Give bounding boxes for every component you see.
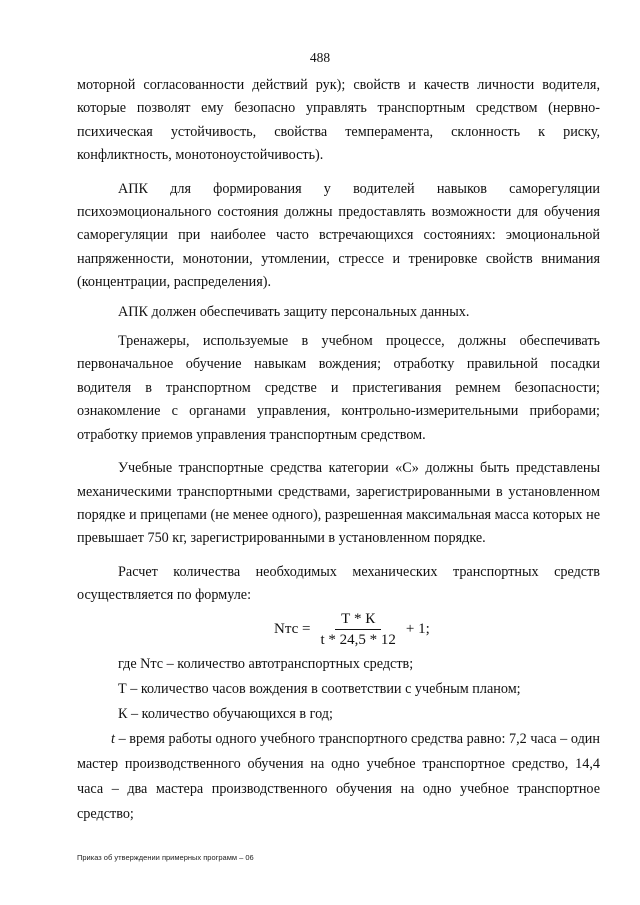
- definition-k: К – количество обучающихся в год;: [118, 706, 333, 722]
- paragraph-2: АПК для формирования у водителей навыков саморегуляции психоэмоционального состояния должны предоставлять возможности для обучения саморегуляции при наиболее часто встречающихся состояниях: эмоциональной напряженности, монотонии, утомлении, стрессе и тренировке свойств внимания (концентрации, распределения).: [77, 180, 600, 291]
- footer-note: Приказ об утверждении примерных программ – 06: [77, 853, 254, 862]
- formula-rhs: + 1;: [405, 621, 430, 637]
- definition-t-time-text: – время работы одного учебного транспортного средства равно: 7,2 часа – один мастер производственного обучения на одно учебное транспортное средство, 14,4 часа – два мастера производственного обучения на одно учебное транспортное средство;: [77, 731, 600, 822]
- formula-numerator: Т * К: [335, 610, 381, 630]
- paragraph-3: АПК должен обеспечивать защиту персональных данных.: [118, 303, 470, 320]
- paragraph-4: Тренажеры, используемые в учебном процессе, должны обеспечивать первоначальное обучение навыкам вождения; отработку правильной посадки водителя в транспортном средстве и пристегивания ремнем безопасности; ознакомление с органами управления, контрольно-измерительными приборами; отработку приемов управления транспортным средством.: [77, 333, 600, 443]
- formula-definitions: [77, 652, 600, 827]
- paragraph-1: моторной согласованности действий рук); свойств и качеств личности водителя, которые позволят ему безопасно управлять транспортным средством (нервно-психическая устойчивость, свойства темперамента, склонность к риску, конфликтность, монотоноустойчивость).: [77, 77, 600, 164]
- variable-t: t: [111, 731, 115, 747]
- definition-t-hours: Т – количество часов вождения в соответствии с учебным планом;: [118, 681, 521, 697]
- formula-lhs: Nтс =: [274, 621, 311, 637]
- paragraph-6: Расчет количества необходимых механических транспортных средств осуществляется по формуле:: [77, 563, 600, 604]
- formula-denominator: t * 24,5 * 12: [320, 632, 396, 648]
- page-number: 488: [309, 50, 331, 65]
- paragraph-5: Учебные транспортные средства категории «С» должны быть представлены механическими транспортными средствами, зарегистрированными в установленном порядке и прицепами (не менее одного), разрешенная максимальная масса которых не превышает 750 кг, зарегистрированными в установленном порядке.: [77, 460, 600, 547]
- definition-t-time: [77, 727, 600, 827]
- formula-fraction: [314, 610, 401, 649]
- definition-ntc: где Nтс – количество автотранспортных средств;: [118, 656, 414, 672]
- formula: [274, 610, 430, 649]
- document-body: [77, 74, 600, 608]
